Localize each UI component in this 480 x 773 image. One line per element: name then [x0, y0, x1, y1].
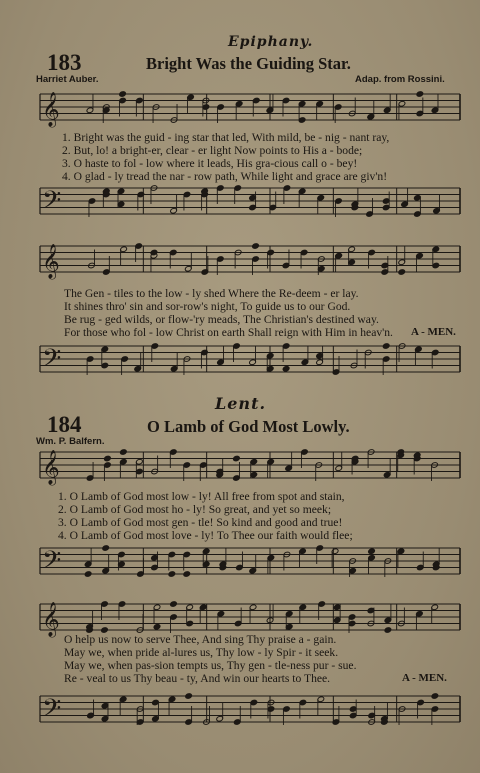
- lyric-184-b-3: May we, when pas-sion tempts us, Thy gen - tle-ness pur - sue.: [64, 659, 357, 672]
- hymn-title-183: Bright Was the Guiding Star.: [146, 54, 351, 73]
- lyric-184-a-2: 2. O Lamb of God most ho - ly! So great, and yet so meek;: [58, 503, 332, 516]
- staff-183-upper-1: [0, 88, 480, 132]
- svg-text:𝄢: 𝄢: [42, 186, 62, 221]
- lyric-183-b-4: For those who fol - low Christ on earth Shall reign with Him in heav'n.: [64, 326, 393, 339]
- arranger-183: Adap. from Rossini.: [355, 74, 445, 85]
- lyric-183-b-2: It shines thro' sin and sor-row's night, To guide us to our God.: [64, 300, 351, 313]
- lyric-183-a-4: 4. O glad - ly tread the nar - row path, While light and grace are giv'n!: [62, 170, 388, 183]
- staff-184-upper-1: [0, 446, 480, 490]
- lyric-184-b-2: May we, when pride al-lures us, Thy low - ly Spir - it seek.: [64, 646, 339, 659]
- lyric-184-a-4: 4. O Lamb of God most love - ly! To Thee our faith would flee;: [58, 529, 353, 542]
- lyric-183-a-2: 2. But, lo! a bright-er, clear - er light Now points to His a - bode;: [62, 144, 363, 157]
- hymn-title-184: O Lamb of God Most Lowly.: [147, 417, 350, 436]
- svg-text:𝄢: 𝄢: [42, 344, 62, 379]
- staff-183-lower-1: [0, 182, 480, 226]
- lyric-183-a-1: 1. Bright was the guid - ing star that led, With mild, be - nig - nant ray,: [62, 131, 390, 144]
- lyric-184-b-4: Re - veal to us Thy beau - ty, And win our hearts to Thee.: [64, 672, 331, 685]
- svg-text:𝄞: 𝄞: [42, 92, 60, 127]
- amen-184: A - MEN.: [402, 672, 447, 684]
- section-heading-epiphany: Epiphany.: [228, 34, 314, 50]
- section-heading-lent: Lent.: [215, 394, 267, 413]
- staff-184-lower-2: [0, 690, 480, 734]
- lyric-184-a-3: 3. O Lamb of God most gen - tle! So kind and good and true!: [58, 516, 343, 529]
- staff-184-lower-1: [0, 542, 480, 586]
- svg-text:𝄢: 𝄢: [42, 546, 62, 581]
- staff-183-upper-2: [0, 240, 480, 284]
- hymn-number-183: 183: [47, 50, 82, 75]
- lyric-184-b-1: O help us now to serve Thee, And sing Thy praise a - gain.: [64, 633, 337, 646]
- lyric-184-a-1: 1. O Lamb of God most low - ly! All free from spot and stain,: [58, 490, 345, 503]
- lyric-183-b-3: Be rug - ged wilds, or flow-'ry meads, The Christian's destined way.: [64, 313, 379, 326]
- hymn-number-184: 184: [47, 412, 82, 437]
- author-184: Wm. P. Balfern.: [36, 436, 105, 447]
- amen-183: A - MEN.: [411, 326, 456, 338]
- svg-text:𝄞: 𝄞: [42, 602, 60, 637]
- svg-text:𝄞: 𝄞: [42, 244, 60, 279]
- lyric-183-a-3: 3. O haste to fol - low where it leads, His gra-cious call o - bey!: [62, 157, 358, 170]
- lyric-183-b-1: The Gen - tiles to the low - ly shed Where the Re-deem - er lay.: [64, 287, 359, 300]
- staff-183-lower-2: [0, 340, 480, 384]
- svg-text:𝄞: 𝄞: [42, 450, 60, 485]
- author-183: Harriet Auber.: [36, 74, 99, 85]
- svg-text:𝄢: 𝄢: [42, 694, 62, 729]
